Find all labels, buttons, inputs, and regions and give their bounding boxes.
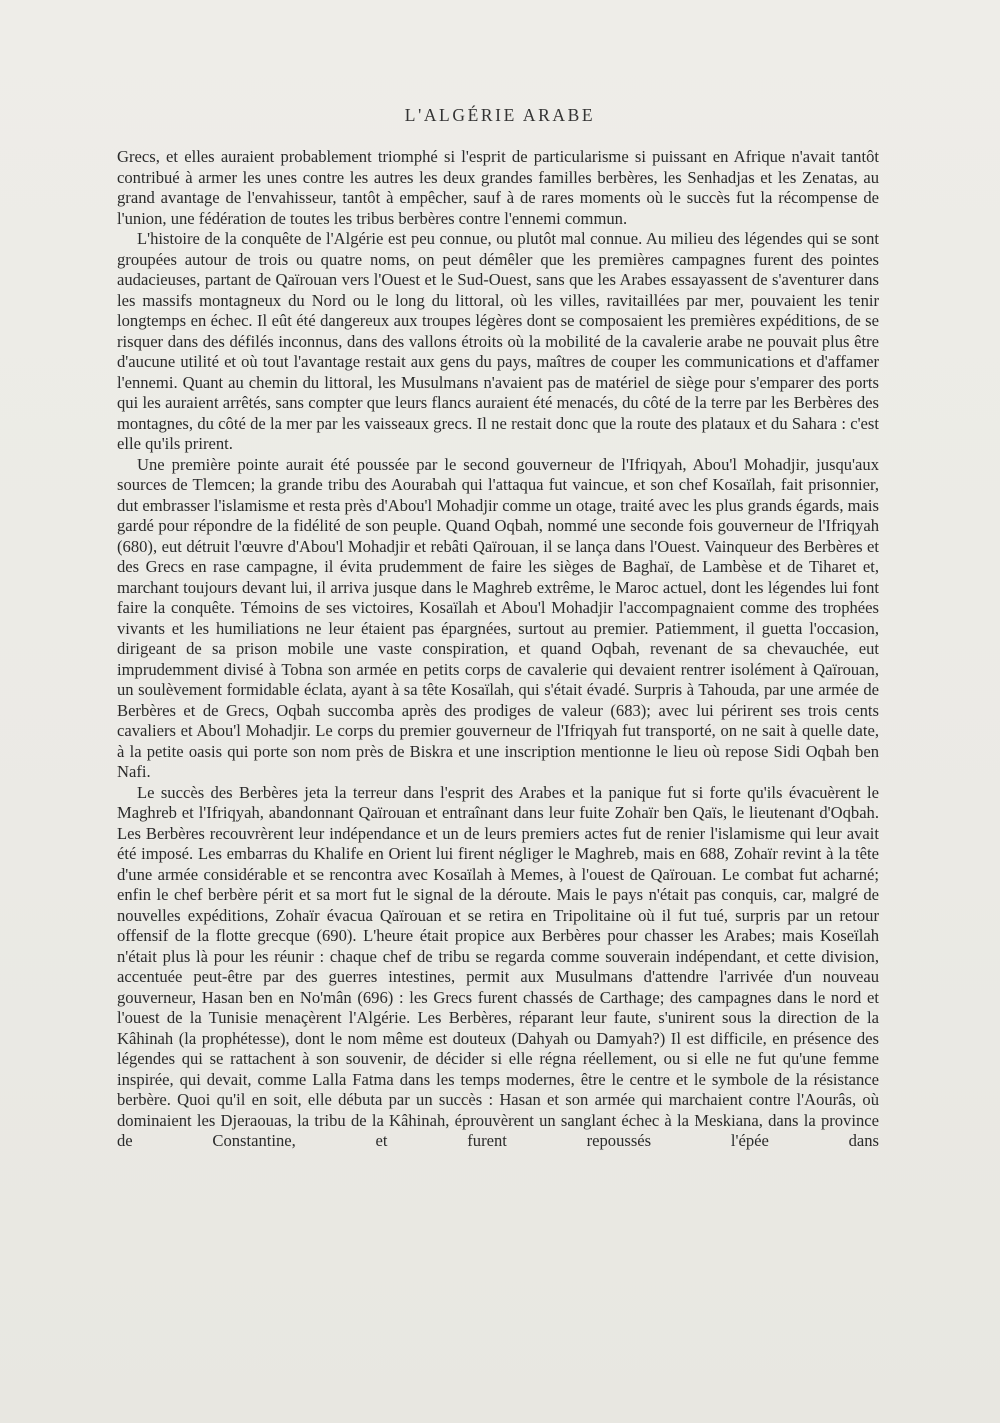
body-text — [117, 147, 879, 1152]
paragraph: Une première pointe aurait été poussée par le second gouverneur de l'Ifriqyah, Abou'l Mohadjir, jusqu'aux sources de Tlemcen; la grande tribu des Aourabah qui l'attaqua fut vaincue, et son chef Kosaïlah, fait prisonnier, dut embrasser l'islamisme et resta près d'Abou'l Mohadjir comme un otage, traité avec les plus grands égards, mais gardé pour répondre de la fidélité de son peuple. Quand Oqbah, nommé une seconde fois gouverneur de l'Ifriqyah (680), eut détruit l'œuvre d'Abou'l Mohadjir et rebâti Qaïrouan, il se lança dans l'Ouest. Vainqueur des Berbères et des Grecs en rase campagne, il évita prudemment de faire les sièges de Baghaï, de Lambèse et de Tiharet et, marchant toujours devant lui, il arriva jusque dans le Maghreb extrême, le Maroc actuel, dont les légendes lui font faire la conquête. Témoins de ses victoires, Kosaïlah et Abou'l Mohadjir l'accompagnaient comme des trophées vivants et les humiliations ne leur étaient pas épargnées, surtout au premier. Patiemment, il guetta l'occasion, dirigeant de sa prison mobile une vaste conspiration, et quand Oqbah, revenant de sa chevauchée, eut imprudemment divisé à Tobna son armée en petits corps de cavalerie qui devaient rentrer isolément à Qaïrouan, un soulèvement formidable éclata, ayant à sa tête Kosaïlah, qui s'était évadé. Surpris à Tahouda, par une armée de Berbères et de Grecs, Oqbah succomba après des prodiges de valeur (683); avec lui périrent ses trois cents cavaliers et Abou'l Mohadjir. Le corps du premier gouverneur de l'Ifriqyah fut transporté, on ne sait à quelle date, à la petite oasis qui porte son nom près de Biskra et une inscription mentionne le lieu où repose Sidi Oqbah ben Nafi. — [117, 454, 879, 781]
paragraph: Grecs, et elles auraient probablement triomphé si l'esprit de particularisme si puissant en Afrique n'avait tantôt contribué à armer les unes contre les autres les deux grandes familles berbères, les Senhadjas et les Zenatas, au grand avantage de l'envahisseur, tantôt à empêcher, sauf à de rares moments où le succès fut la récompense de l'union, une fédération de toutes les tribus berbères contre l'ennemi commun. — [117, 147, 879, 228]
paragraph: Le succès des Berbères jeta la terreur dans l'esprit des Arabes et la panique fut si forte qu'ils évacuèrent le Maghreb et l'Ifriqyah, abandonnant Qaïrouan et entraînant dans leur fuite Zohaïr ben Qaïs, le lieutenant d'Oqbah. Les Berbères recouvrèrent leur indépendance et un de leurs premiers actes fut de renier l'islamisme qui leur avait été imposé. Les embarras du Khalife en Orient lui firent négliger le Maghreb, mais en 688, Zohaïr revint à la tête d'une armée considérable et se rencontra avec Kosaïlah à Memes, à l'ouest de Qaïrouan. Le combat fut acharné; enfin le chef berbère périt et sa mort fut le signal de la déroute. Mais le pays n'était pas conquis, car, malgré de nouvelles expéditions, Zohaïr évacua Qaïrouan et se retira en Tripolitaine où il fut tué, surpris par un retour offensif de la flotte grecque (690). L'heure était propice aux Berbères pour chasser les Arabes; mais Koseïlah n'était plus là pour les réunir : chaque chef de tribu se regarda comme souverain indépendant, et cette division, accentuée peut-être par des guerres intestines, permit aux Musulmans d'attendre l'arrivée d'un nouveau gouverneur, Hasan ben en No'mân (696) : les Grecs furent chassés de Carthage; des campagnes dans le nord et l'ouest de la Tunisie menaçèrent l'Algérie. Les Berbères, réparant leur faute, s'unirent sous la direction de la Kâhinah (la prophétesse), dont le nom même est douteux (Dahyah ou Damyah?) Il est difficile, en présence des légendes qui se rattachent à son souvenir, de décider si elle régna réellement, ou si elle ne fut qu'une femme inspirée, qui devait, comme Lalla Fatma dans les temps modernes, être le centre et le symbole de la résistance berbère. Quoi qu'il en soit, elle débuta par un succès : Hasan et son armée qui marchaient contre l'Aourâs, où dominaient les Djeraouas, la tribu de la Kâhinah, éprouvèrent un sanglant échec à la Meskiana, dans la province de Constantine, et furent repoussés l'épée dans — [117, 782, 879, 1150]
running-head: L'ALGÉRIE ARABE — [404, 105, 596, 125]
paragraph: L'histoire de la conquête de l'Algérie est peu connue, ou plutôt mal connue. Au milieu des légendes qui se sont groupées autour de trois ou quatre noms, on peut démêler que les premières campagnes furent des pointes audacieuses, partant de Qaïrouan vers l'Ouest et le Sud-Ouest, sans que les Arabes essayassent de s'aventurer dans les massifs montagneux du Nord ou le long du littoral, où les villes, ravitaillées par mer, pouvaient les tenir longtemps en échec. Il eût été dangereux aux troupes légères dont se composaient les premières expéditions, de se risquer dans des défilés inconnus, dans des vallons étroits où la mobilité de la cavalerie arabe ne pouvait plus être d'aucune utilité et où tout l'avantage restait aux gens du pays, maîtres de couper les communications et d'affamer l'ennemi. Quant au chemin du littoral, les Musulmans n'avaient pas de matériel de siège pour s'emparer des ports qui les auraient arrêtés, sans compter que leurs flancs auraient été menacés, du côté de la terre par les Berbères des montagnes, du côté de la mer par les vaisseaux grecs. Il ne restait donc que la route des plataux et du Sahara : c'est elle qu'ils prirent. — [117, 229, 879, 453]
